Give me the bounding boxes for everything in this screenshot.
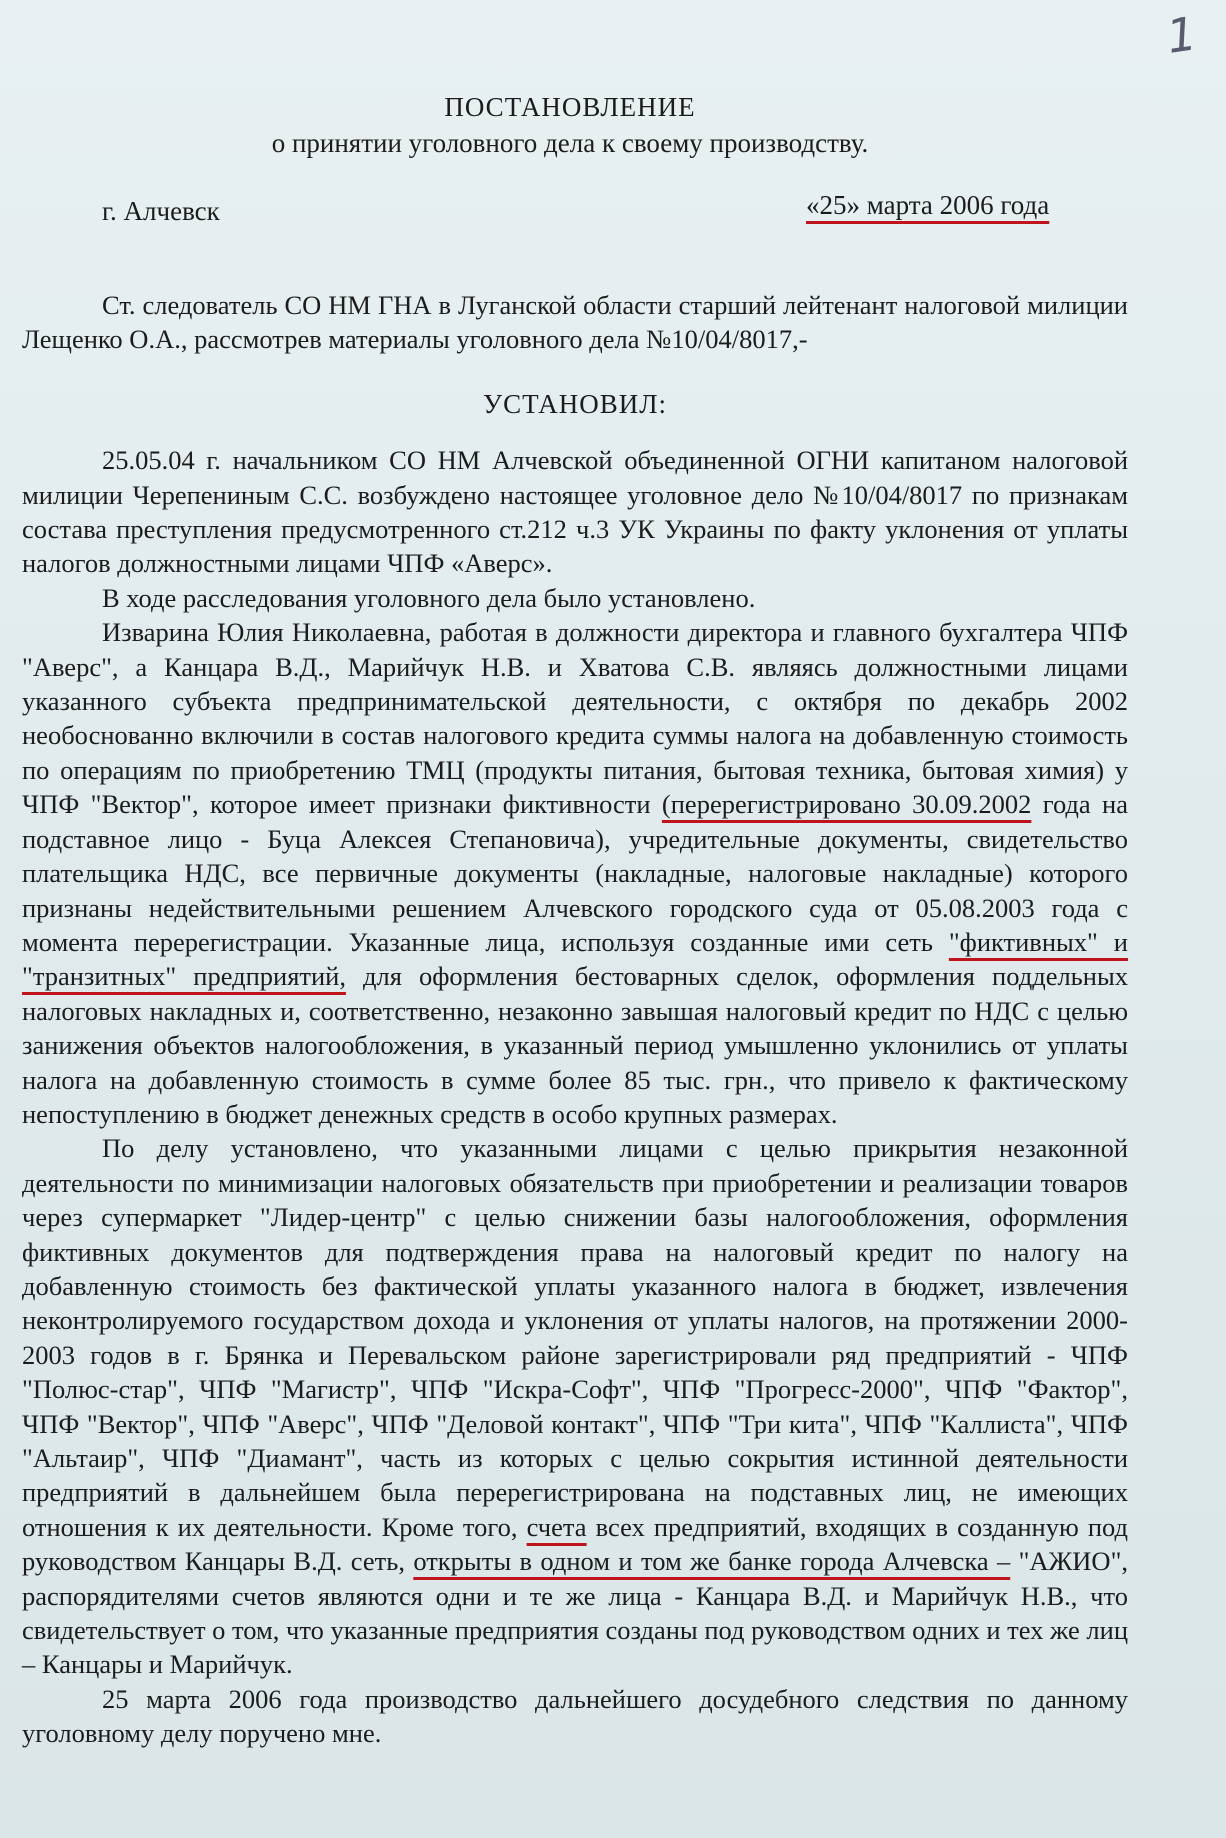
paragraph-1: 25.05.04 г. начальником СО НМ Алчевской объединенной ОГНИ капитаном налоговой милиции Черепениным С.С. возбуждено настоящее уголовное дело №10/04/8017 по признакам состава преступления предусмотренного ст.212 ч.3 УК Украины по факту уклонения от уплаты налогов должностными лицами ЧПФ «Аверс». [22, 445, 1128, 579]
paragraph-3-text-b: года на подставное лицо - Буца Алексея Степановича), учредительные документы, свидетельство плательщика НДС, все первичные документы (накладные, налоговые накладные) которого признаны недействительными решением Алчевского городского суда от 05.08.2003 года с момента перерегистрации. Указанные лица, используя созданные ими сеть [22, 789, 1128, 957]
paragraph-4-text-a: По делу установлено, что указанными лицами с целью прикрытия незаконной деятельности по минимизации налоговых обязательств при приобретении и реализации товаров через супермаркет "Лидер-центр" с целью снижении базы налогообложения, оформления фиктивных документов для подтверждения права на налоговый кредит по налогу на добавленную стоимость без фактической уплаты указанного налога в бюджет, извлечения неконтролируемого государством дохода и уклонения от уплаты налогов, на протяжении 2000-2003 годов в г. Брянка и Перевальском районе зарегистрировали ряд предприятий - ЧПФ "Полюс-стар", ЧПФ "Магистр", ЧПФ "Искра-Софт", ЧПФ "Прогресс-2000", ЧПФ "Фактор", ЧПФ "Вектор", ЧПФ "Аверс", ЧПФ "Деловой контакт", ЧПФ "Три кита", ЧПФ "Каллиста", ЧПФ "Альтаир", ЧПФ "Диамант", часть из которых с целью сокрытия истинной деятельности предприятий в дальнейшем была перерегистрирована на подставных лиц, не имеющих отношения к их деятельности. Кроме того, [22, 1133, 1128, 1542]
place-of-issue: г. Алчевск [102, 196, 220, 226]
section-heading: УСТАНОВИЛ: [482, 388, 668, 419]
underlined-reregistration: (перерегистрировано 30.09.2002 [661, 789, 1032, 820]
paragraph-3-text-a: Изварина Юлия Николаевна, работая в должности директора и главного бухгалтера ЧПФ "Аверс", а Канцара В.Д., Марийчук Н.В. и Хватова С.В. являясь должностными лицами указанного субъекта предпринимательской деятельности, с октября по декабрь 2002 необоснованно включили в состав налогового кредита суммы налога на добавленную стоимость по операциям по приобретению ТМЦ (продукты питания, бытовая техника, бытовая химия) у ЧПФ "Вектор", которое имеет признаки фиктивности [22, 617, 1128, 820]
paragraph-2: В ходе расследования уголовного дела было установлено. [102, 582, 756, 613]
paragraph-3-text-c: для оформления бестоварных сделок, оформления поддельных налоговых накладных и, соответственно, незаконно завышая налоговый кредит по НДС с целью занижения объектов налогообложения, в указанный период умышленно уклонились от уплаты налога на добавленную стоимость в сумме более 85 тыс. грн., что привело к фактическому непоступлению в бюджет денежных средств в особо крупных размерах. [22, 961, 1129, 1129]
document-title: ПОСТАНОВЛЕНИЕ [444, 92, 696, 122]
document-date: «25» марта 2006 года [806, 190, 1050, 220]
intro-paragraph: Ст. следователь СО НМ ГНА в Луганской области старший лейтенант налоговой милиции Лещенко О.А., рассмотрев материалы уголовного дела №10/04/8017,- [22, 290, 1128, 355]
paragraph-5: 25 марта 2006 года производство дальнейшего досудебного следствия по данному уголовному делу поручено мне. [22, 1683, 1128, 1749]
paragraph-3 [22, 615, 1128, 1131]
page-number: 1 [1163, 6, 1200, 64]
document-subtitle: о принятии уголовного дела к своему производству. [271, 128, 869, 158]
underlined-fictitious-enterprises: "фиктивных" и "транзитных" предприятий, [22, 926, 1128, 992]
paragraph-4-text-b: всех предприятий, входящих в созданную под руководством Канцары В.Д. сеть, [22, 1511, 1128, 1577]
document-body [22, 288, 1128, 1751]
paragraph-4 [22, 1131, 1128, 1682]
underlined-accounts: счета [526, 1511, 587, 1542]
underlined-same-bank: открыты в одном и том же банке города Алчевска – [413, 1546, 1011, 1577]
paragraph-4-text-c: "АЖИО", распорядителями счетов являются одни и те же лица - Канцара В.Д. и Марийчук Н.В., что свидетельствует о том, что указанные предприятия созданы под руководством одних и тех же лиц – Канцары и Марийчук. [22, 1546, 1129, 1680]
